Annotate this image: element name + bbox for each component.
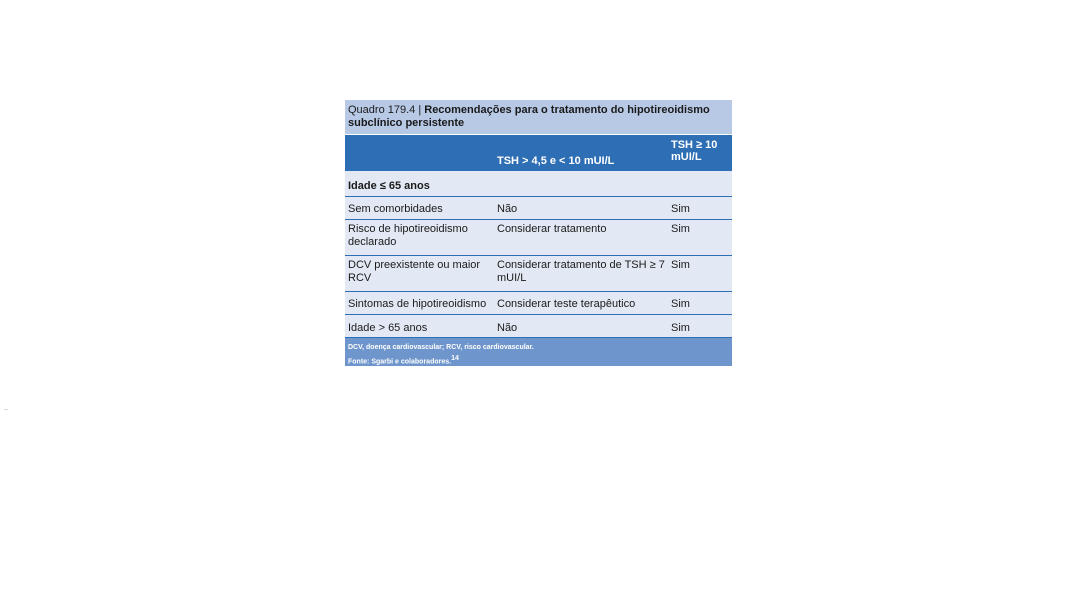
row-value-tsh-range: Considerar tratamento bbox=[497, 223, 607, 235]
table-row bbox=[345, 292, 732, 315]
row-label: Idade > 65 anos bbox=[348, 322, 428, 334]
footer-source bbox=[348, 353, 729, 367]
quadro-179-4 bbox=[345, 100, 732, 366]
row-value-tsh-range: Não bbox=[497, 322, 518, 334]
header-cell-tsh-high: TSH ≥ 10 mUI/L bbox=[671, 139, 718, 163]
quadro-number: Quadro 179.4 | bbox=[348, 104, 425, 116]
section-row-age-le-65: Idade ≤ 65 anos bbox=[345, 171, 732, 197]
table-row bbox=[345, 220, 732, 256]
table-row bbox=[345, 197, 732, 220]
table-header-row bbox=[345, 134, 732, 171]
table-row bbox=[345, 256, 732, 292]
table-footer bbox=[345, 338, 732, 366]
row-value-tsh-range: Considerar tratamento de TSH ≥ 7 mUI/L bbox=[497, 259, 665, 284]
quadro-title: Recomendações para o tratamento do hipotireoidismo subclínico persistente bbox=[348, 104, 710, 129]
row-label: DCV preexistente ou maior RCV bbox=[348, 259, 481, 284]
row-value-tsh-range: Considerar teste terapêutico bbox=[497, 298, 636, 310]
row-value-tsh-high: Sim bbox=[671, 322, 690, 334]
row-label: Risco de hipotireoidismo declarado bbox=[348, 223, 468, 248]
table-row bbox=[345, 315, 732, 338]
header-cell-tsh-range: TSH > 4,5 e < 10 mUI/L bbox=[497, 155, 615, 167]
row-value-tsh-high: Sim bbox=[671, 223, 690, 235]
row-value-tsh-high: Sim bbox=[671, 259, 690, 271]
footer-abbreviations: DCV, doença cardiovascular; RCV, risco cardiovascular. bbox=[348, 344, 534, 351]
footer-source-text: Fonte: Sgarbi e colaboradores. bbox=[348, 358, 452, 366]
row-label: Sintomas de hipotireoidismo bbox=[348, 298, 487, 310]
row-label: Sem comorbidades bbox=[348, 203, 443, 215]
row-value-tsh-high: Sim bbox=[671, 298, 690, 310]
stray-mark bbox=[4, 409, 8, 410]
footer-source-ref: 14 bbox=[451, 355, 459, 362]
row-value-tsh-range: Não bbox=[497, 203, 518, 215]
table-caption bbox=[345, 100, 732, 134]
header-cell-empty bbox=[345, 135, 494, 171]
row-value-tsh-high: Sim bbox=[671, 203, 690, 215]
